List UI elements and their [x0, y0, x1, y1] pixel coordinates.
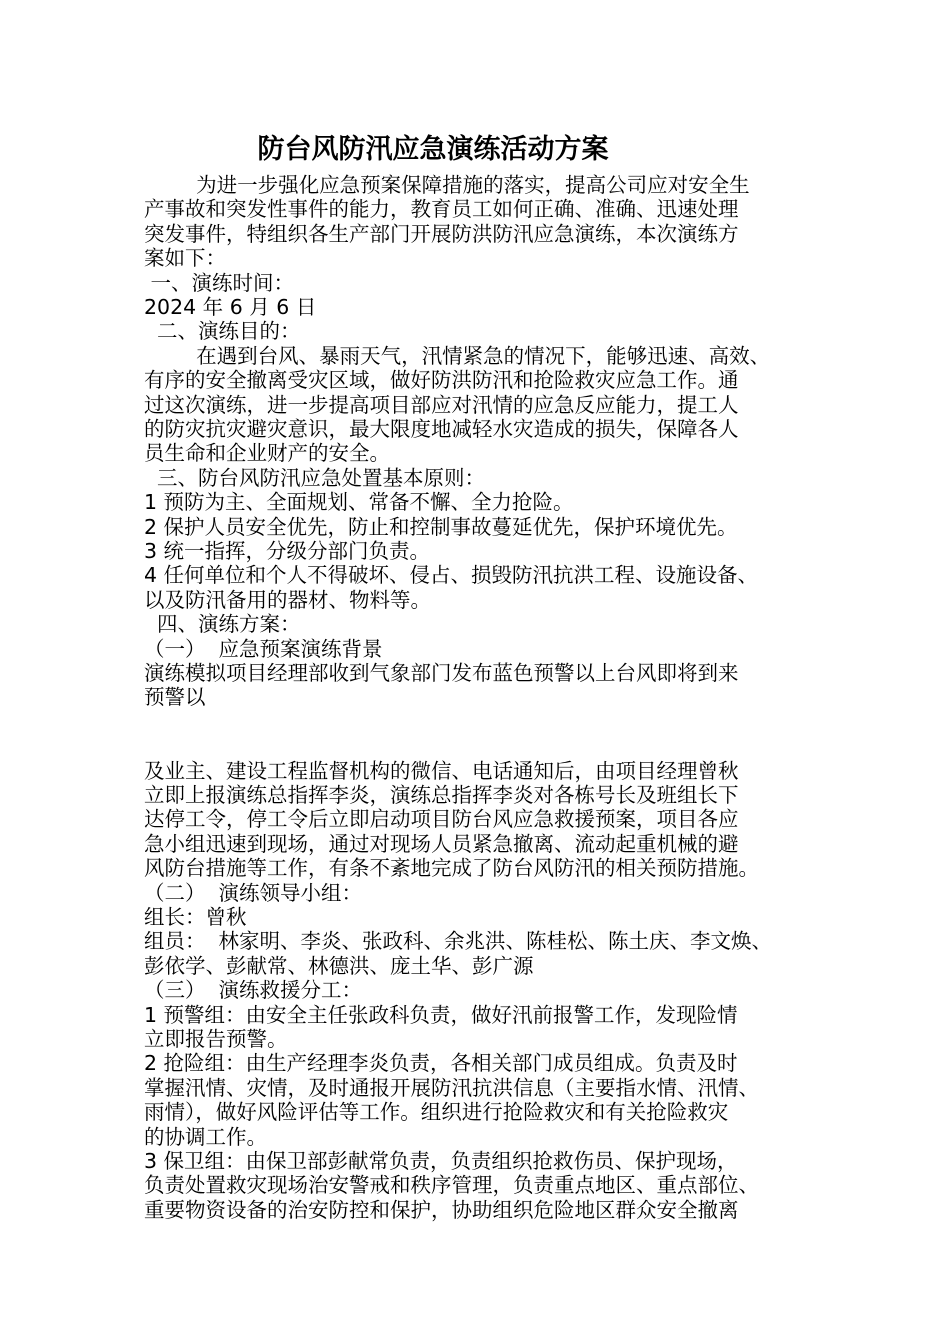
document-title: 防台风防汛应急演练活动方案: [257, 134, 609, 165]
body-line: 掌握汛情、灾情，及时通报开展防汛抗洪信息（主要指水情、汛情、: [144, 1075, 759, 1100]
body-line: （一） 应急预案演练背景: [144, 636, 383, 661]
body-line: 1 预防为主、全面规划、常备不懈、全力抢险。: [144, 490, 574, 515]
body-line: 负责处置救灾现场治安警戒和秩序管理，负责重点地区、重点部位、: [144, 1173, 759, 1198]
body-line: 演练模拟项目经理部收到气象部门发布蓝色预警以上台风即将到来: [144, 661, 739, 685]
body-line: 三、防台风防汛应急处置基本原则：: [144, 465, 486, 490]
body-line: 立即上报演练总指挥李炎，演练总指挥李炎对各栋号长及班组长下: [144, 783, 739, 807]
body-line: 过这次演练，进一步提高项目部应对汛情的应急反应能力，提工人: [144, 392, 739, 417]
body-line: 以及防汛备用的器材、物料等。: [144, 587, 431, 612]
body-line: 急小组迅速到现场，通过对现场人员紧急撤离、流动起重机械的避: [144, 831, 739, 856]
body-line: 的协调工作。: [144, 1124, 267, 1149]
body-line: 1 预警组：由安全主任张政科负责，做好汛前报警工作，发现险情: [144, 1002, 738, 1027]
body-line: 重要物资设备的治安防控和保护，协助组织危险地区群众安全撤离: [144, 1197, 739, 1222]
body-line: 有序的安全撤离受灾区域，做好防洪防汛和抢险救灾应急工作。通: [144, 368, 739, 393]
body-line: 预警以: [144, 685, 206, 710]
body-line: 组长：曾秋: [144, 905, 247, 929]
body-line: 4 任何单位和个人不得破坏、侵占、损毁防汛抗洪工程、设施设备、: [144, 563, 759, 588]
body-line: 在遇到台风、暴雨天气，汛情紧急的情况下，能够迅速、高效、: [144, 343, 771, 368]
body-line: 组员： 林家明、李炎、张政科、余兆洪、陈桂松、陈土庆、李文焕、: [144, 929, 773, 954]
body-line: 2 保护人员安全优先，防止和控制事故蔓延优先，保护环境优先。: [144, 514, 738, 539]
body-line: 彭依学、彭献常、林德洪、庞土华、彭广源: [144, 953, 534, 978]
body-line: 3 保卫组：由保卫部彭献常负责，负责组织抢救伤员、保护现场，: [144, 1149, 738, 1173]
body-line: 2 抢险组：由生产经理李炎负责，各相关部门成员组成。负责及时: [144, 1051, 738, 1076]
body-line: 员生命和企业财产的安全。: [144, 441, 390, 466]
body-line: 案如下：: [144, 246, 226, 271]
body-line: 风防台措施等工作，有条不紊地完成了防台风防汛的相关预防措施。: [144, 856, 759, 881]
body-line: （二） 演练领导小组：: [144, 880, 363, 905]
body-line: 2024 年 6 月 6 日: [144, 295, 317, 319]
body-line: 为进一步强化应急预案保障措施的落实，提高公司应对安全生: [144, 173, 750, 197]
body-line: 雨情），做好风险评估等工作。组织进行抢险救灾和有关抢险救灾: [144, 1100, 729, 1125]
body-line: 达停工令，停工令后立即启动项目防台风应急救援预案，项目各应: [144, 807, 739, 832]
body-line: 立即报告预警。: [144, 1027, 288, 1051]
body-line: 产事故和突发性事件的能力，教育员工如何正确、准确、迅速处理: [144, 197, 739, 222]
body-line: 3 统一指挥，分级分部门负责。: [144, 539, 431, 563]
body-line: （三） 演练救援分工：: [144, 978, 363, 1003]
body-line: 的防灾抗灾避灾意识，最大限度地减轻水灾造成的损失，保障各人: [144, 417, 739, 441]
body-line: 一、演练时间：: [144, 270, 295, 295]
body-line: 及业主、建设工程监督机构的微信、电话通知后，由项目经理曾秋: [144, 758, 739, 783]
body-line: 二、演练目的：: [144, 319, 301, 344]
body-line: 突发事件，特组织各生产部门开展防洪防汛应急演练，本次演练方: [144, 221, 739, 246]
body-line: 四、演练方案：: [144, 612, 301, 637]
